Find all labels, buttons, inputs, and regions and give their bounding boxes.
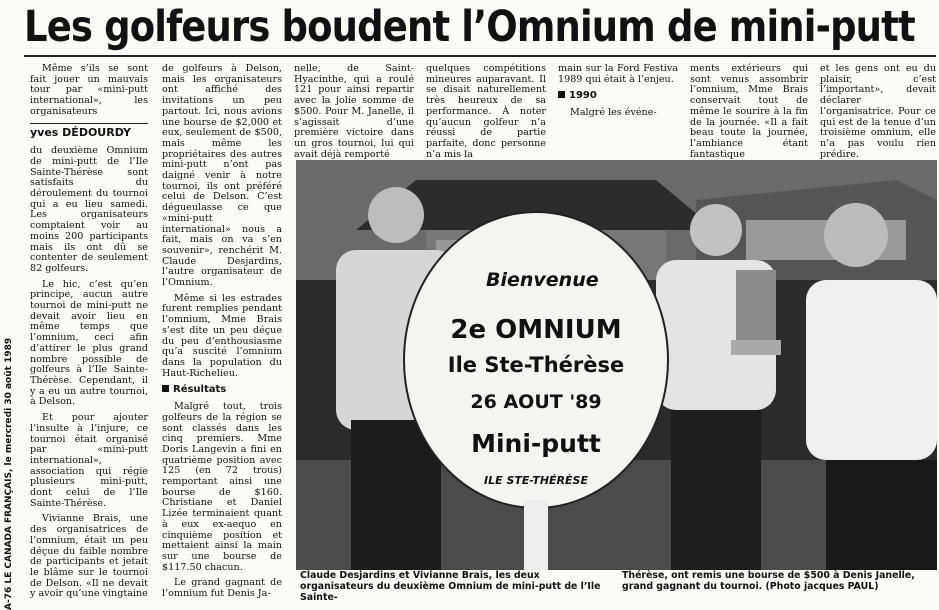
paragraph: Malgré les événe- <box>570 107 657 119</box>
headline-rule <box>24 55 936 57</box>
side-label: A-76 LE CANADA FRANÇAIS, le mercredi 30 août 1989 <box>4 337 14 610</box>
photo-illustration <box>296 160 937 570</box>
subhead-resultats <box>162 385 282 396</box>
byline: yves DÉDOURDY <box>30 123 148 139</box>
sign-line-4: Mini-putt <box>471 429 601 458</box>
paragraph: du deuxième Omnium de mini-putt de l’Ile Sainte-Thérèse sont satisfaits du déroulement du tournoi qui a eu lieu samedi. Les organisateurs comptaient voir au moins 200 participants mais ils ont dû se contenter de seulement 82 golfeurs. <box>30 145 148 274</box>
column-2 <box>162 64 282 605</box>
paragraph: nelle, de Saint-Hyacinthe, qui a roulé 121 pour ainsi repartir avec la jolie somme de $500. Pour M. Janelle, il s’agissait d’une première victoire dans un gros tournoi, lui qui avait déjà remporté <box>294 63 414 160</box>
paragraph: Même s’ils se sont fait jouer un mauvais tour par «mini-putt international», les organisateurs <box>30 63 148 117</box>
paragraph: Le grand gagnant de l’omnium fut Denis Ja- <box>162 577 282 600</box>
sign-line-3: 26 AOUT '89 <box>470 391 602 413</box>
column-1 <box>30 64 148 605</box>
paragraph: Malgré tout, trois golfeurs de la région se sont classés dans les cinq premiers. Mme Doris Langevin a fini en quatrième position avec 125 (en 72 trous) remportant ainsi une bourse de $160. Christiane et Daniel Lizée terminaient quant à eux ex-aequo en cinquième position et mettaient ainsi la main sur une bourse de $117.50 chacun. <box>162 401 282 573</box>
paragraph: Même si les estrades furent remplies pendant l’omnium, Mme Brais s’est dite un peu déçue du peu d’enthousiasme qu’a suscité l’omnium dans la population du Haut-Richelieu. <box>162 292 282 379</box>
bullet-square-icon <box>162 385 169 392</box>
paragraph: Le hic, c’est qu’en principe, aucun autre tournoi de mini-putt ne devait avoir lieu en même temps que l’omnium, ceci afin d’attirer le plus grand nombre possible de golfeurs à l’Ile Sainte-Thérèse. Cependant, il y a eu un autre tournoi, à Delson. <box>30 278 148 408</box>
column-6 <box>690 64 808 165</box>
paragraph: Vivianne Brais, une des organisatrices de l’omnium, était un peu déçue du faible nombre de participants et jetait le blâme sur le tournoi de Delson. «Il ne devait y avoir qu’une vingtaine <box>30 513 148 600</box>
headline: Les golfeurs boudent l’Omnium de mini-putt <box>24 2 915 52</box>
paragraph: main sur la Ford Festiva 1989 qui était à l’enjeu. <box>558 63 678 85</box>
column-7 <box>820 64 936 165</box>
subhead-1990 <box>558 91 678 102</box>
caption-part-2: Thérèse, ont remis une bourse de $500 à Denis Janelle, grand gagnant du tournoi. (Photo jacques PAUL) <box>622 570 915 592</box>
subhead-label: 1990 <box>569 90 597 102</box>
news-photo <box>296 160 937 570</box>
paragraph: Et pour ajouter l’insulte à l’injure, ce tournoi était organisé par «mini-putt international», association qui régie plusieurs mini-putt, dont celui de l’Ile Sainte-Thérèse. <box>30 412 148 509</box>
caption-part-1: Claude Desjardins et Vivianne Brais, les deux organisateurs du deuxième Omnium de mini-putt de l’Ile Sainte- <box>300 570 601 603</box>
sign-line-1: 2e OMNIUM <box>450 315 622 345</box>
paragraph: et les gens ont eu du plaisir, c’est l’important», devait déclarer l’organisatrice. Pour ce qui est de la tenue d’un troisième omnium, elle n’a pas voulu rien prédire. <box>820 63 936 160</box>
sign-line-2: Ile Ste-Thérèse <box>447 353 625 377</box>
column-5 <box>558 64 678 124</box>
page-folio <box>4 337 16 610</box>
column-4 <box>426 64 546 165</box>
paragraph: ments extérieurs qui sont venus assombrir l’omnium, Mme Brais conservait tout de même le sourire à la fin de la journée. «Il a fait beau toute la journée, l’ambiance étant fantastique <box>690 63 808 160</box>
paragraph: quelques compétitions mineures auparavant. Il se disait naturellement très heureux de sa performance. À noter qu’aucun golfeur n’a réussi de partie parfaite, donc personne n’a mis la <box>426 63 546 160</box>
subhead-label: Résultats <box>173 384 227 396</box>
column-3 <box>294 64 414 165</box>
bullet-square-icon <box>558 91 565 98</box>
sign-line-5: ILE STE-THÉRÈSE <box>484 474 588 487</box>
sign-welcome: Bienvenue <box>486 269 599 291</box>
paragraph: de golfeurs à Delson, mais les organisateurs ont affiché des invitations un peu partout. Ici, nous avions une bourse de $2,000 et eux, seulement de $500, mais même les propriétaires des autres mini-putt n’ont pas daigné venir à notre tournoi, ils ont préféré celui de Delson. C’est dégueulasse ce que «mini-putt international» nous a fait, mais on va s’en souvenir», renchérit M. Claude Desjardins, l’autre organisateur de l’Omnium. <box>162 63 282 289</box>
